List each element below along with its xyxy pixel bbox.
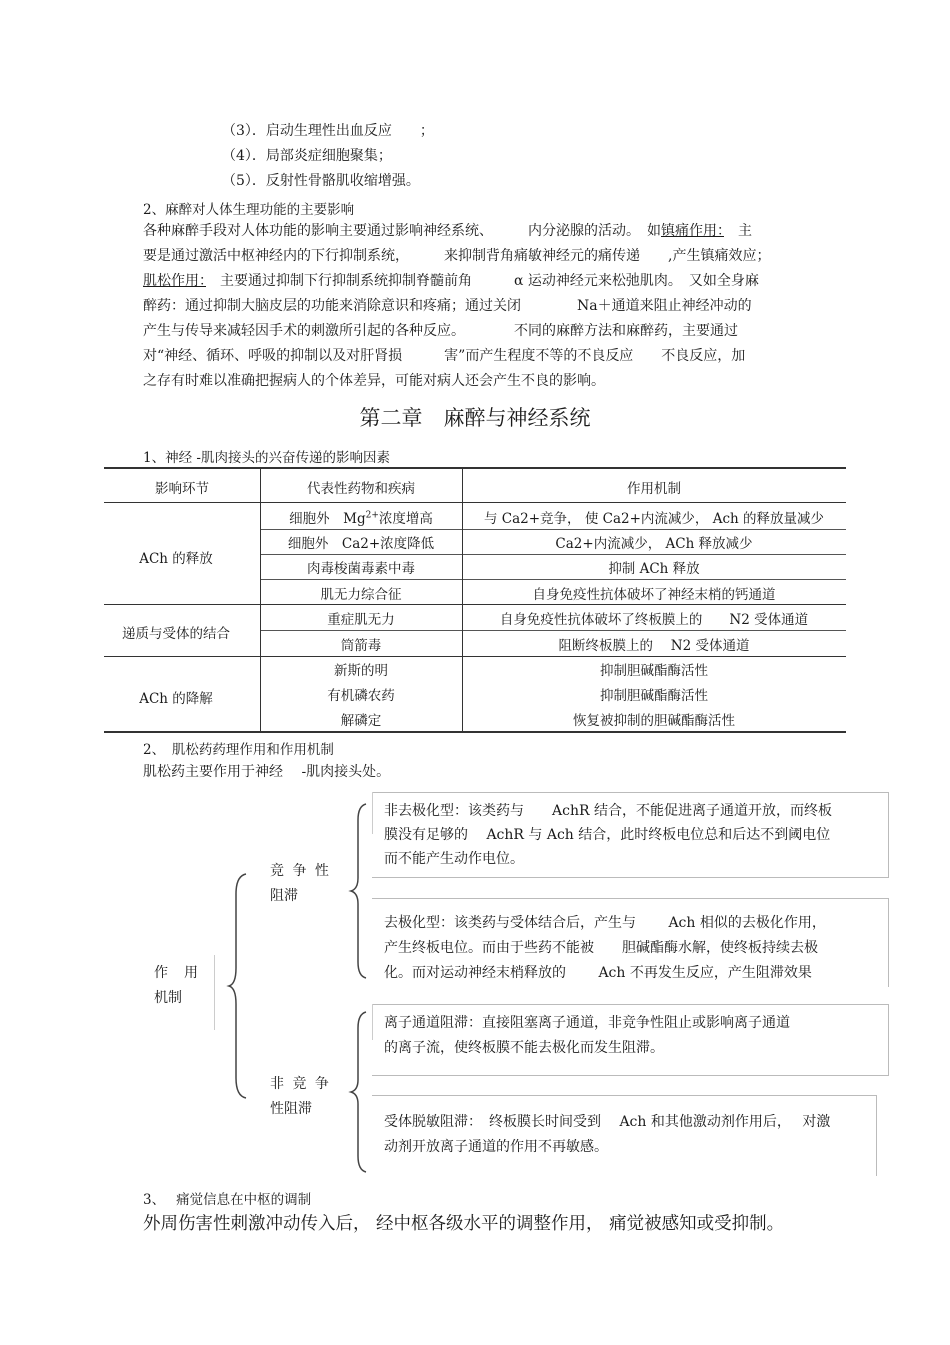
table-mechanism: 与 Ca2+竞争， 使 Ca2+内流减少， Ach 的释放量减少 <box>483 511 825 527</box>
para-text: 各种麻醉手段对人体功能的影响主要通过影响神经系统、 内分泌腺的活动。 如 <box>143 223 661 239</box>
chapter-title: 第二章 麻醉与神经系统 <box>359 406 591 430</box>
box-line: 离子通道阻滞：直接阻塞离子通道，非竞争性阻止或影响离子通道 <box>384 1015 790 1031</box>
branch-label: 阻滞 <box>270 888 298 904</box>
table-rule <box>260 630 846 631</box>
table-agent: 解磷定 <box>340 713 382 729</box>
box-line: 的离子流，使终板膜不能去极化而发生阻滞。 <box>384 1040 664 1056</box>
branch-label: 竞 争 性 <box>270 863 331 879</box>
table-rule <box>260 554 846 555</box>
box-line: 非去极化型：该类药与 AchR 结合，不能促进离子通道开放，而终板 <box>384 803 832 819</box>
big-brace-icon <box>226 872 250 1100</box>
para-text: 主要通过抑制下行抑制系统抑制脊髓前角 α 运动神经元来松弛肌肉。 又如全身麻 <box>206 273 759 289</box>
section-heading: 2、麻醉对人体生理功能的主要影响 <box>143 202 355 218</box>
para-term-relaxation: 肌松作用： <box>143 273 206 289</box>
para-text: 主 <box>724 223 752 239</box>
agent-superscript: 2+ <box>365 510 379 521</box>
box-text <box>384 1110 830 1160</box>
box-line: 而不能产生动作电位。 <box>384 851 524 867</box>
table-agent: 新斯的明 <box>334 663 388 679</box>
table-agent: 肌无力综合征 <box>320 587 402 603</box>
table-rule <box>260 579 846 580</box>
table-header: 影响环节 <box>155 481 209 497</box>
box-line: 动剂开放离子通道的作用不再敏感。 <box>384 1139 608 1155</box>
intro-item: （3）．启动生理性出血反应 ； <box>222 123 434 139</box>
paragraph-line <box>143 270 759 290</box>
table-stage: ACh 的降解 <box>139 691 213 707</box>
table-stage: 递质与受体的结合 <box>122 626 230 642</box>
section-heading: 3、 痛觉信息在中枢的调制 <box>143 1192 312 1208</box>
paragraph-line: 产生与传导来减轻因手术的刺激所引起的各种反应。 不同的麻醉方法和麻醉药，主要通过 <box>143 323 738 339</box>
brace-icon <box>347 802 369 980</box>
table-heading: 1、神经 -肌肉接头的兴奋传递的影响因素 <box>143 450 390 466</box>
table-agent: 细胞外 Ca2+浓度降低 <box>287 536 435 552</box>
table-agent: 肉毒梭菌毒素中毒 <box>307 561 415 577</box>
box-edge <box>372 792 373 834</box>
branch-label: 非 竞 争 <box>270 1076 331 1092</box>
paragraph-line: 醉药：通过抑制大脑皮层的功能来消除意识和疼痛；通过关闭 Na＋通道来阻止神经冲动的 <box>143 298 752 314</box>
section-heading: 2、 肌松药药理作用和作用机制 <box>143 742 334 758</box>
table-mechanism: Ca2+内流减少， ACh 释放减少 <box>555 536 753 552</box>
box-text <box>384 911 826 986</box>
table-mechanism: 抑制 ACh 释放 <box>608 561 700 577</box>
paragraph-line: 要是通过激活中枢神经内的下行抑制系统， 来抑制背角痛敏神经元的痛传递 ,产生镇痛效应； <box>143 248 771 264</box>
paragraph-line: 对“神经、循环、呼吸的抑制以及对肝肾损 害”而产生程度不等的不良反应 不良反应，加 <box>143 348 746 364</box>
box-line: 产生终板电位。而由于些药不能被 胆碱酯酶水解，使终板持续去极 <box>384 940 818 956</box>
table-agent <box>260 507 462 527</box>
table-agent: 重症肌无力 <box>327 612 395 628</box>
table-stage: ACh 的释放 <box>139 551 213 567</box>
box-text <box>384 799 832 871</box>
branch-label: 性阻滞 <box>270 1101 312 1117</box>
table-rule <box>104 502 846 503</box>
table-mechanism: 抑制胆碱酯酶活性 <box>600 663 708 679</box>
table-header: 作用机制 <box>627 481 681 497</box>
box-line: 膜没有足够的 AchR 与 Ach 结合，此时终板电位总和后达不到阈电位 <box>384 827 831 843</box>
root-label: 作 用 <box>154 965 199 981</box>
table-mechanism: 恢复被抑制的胆碱酯酶活性 <box>573 713 735 729</box>
table-mechanism: 自身免疫性抗体破坏了神经末梢的钙通道 <box>532 587 776 603</box>
root-label: 机制 <box>154 990 182 1006</box>
section-text: 外周伤害性刺激冲动传入后， 经中枢各级水平的调整作用， 痛觉被感知或受抑制。 <box>143 1214 785 1234</box>
agent-text: 细胞外 Mg <box>289 511 366 527</box>
para-term-analgesia: 镇痛作用： <box>661 223 724 239</box>
table-rule <box>104 467 846 469</box>
box-line: 去极化型：该类药与受体结合后，产生与 Ach 相似的去极化作用， <box>384 915 826 931</box>
paragraph-line: 之存有时难以准确把握病人的个体差异，可能对病人还会产生不良的影响。 <box>143 373 605 389</box>
agent-text: 浓度增高 <box>378 511 433 527</box>
box-line: 化。而对运动神经末梢释放的 Ach 不再发生反应，产生阻滞效果 <box>384 965 812 981</box>
box-edge <box>372 1004 373 1040</box>
paragraph-line <box>143 220 752 240</box>
box-text <box>384 1011 790 1061</box>
intro-item: （5）．反射性骨骼肌收缩增强。 <box>222 173 420 189</box>
table-mechanism: 抑制胆碱酯酶活性 <box>600 688 708 704</box>
table-rule <box>104 731 846 733</box>
brace-icon <box>347 1010 369 1174</box>
intro-item: （4）．局部炎症细胞聚集； <box>222 148 392 164</box>
table-rule <box>104 656 846 657</box>
table-mechanism: 自身免疫性抗体破坏了终板膜上的 N2 受体通道 <box>499 612 809 628</box>
table-rule <box>104 604 846 605</box>
table-rule <box>260 529 846 530</box>
table-agent: 筒箭毒 <box>340 638 382 654</box>
section-intro: 肌松药主要作用于神经 -肌肉接头处。 <box>143 764 391 780</box>
table-header: 代表性药物和疾病 <box>307 481 415 497</box>
root-divider <box>214 955 215 1030</box>
table-mechanism: 阻断终板膜上的 N2 受体通道 <box>558 638 750 654</box>
table-agent: 有机磷农药 <box>327 688 395 704</box>
box-line: 受体脱敏阻滞： 终板膜长时间受到 Ach 和其他激动剂作用后， 对激 <box>384 1114 831 1130</box>
